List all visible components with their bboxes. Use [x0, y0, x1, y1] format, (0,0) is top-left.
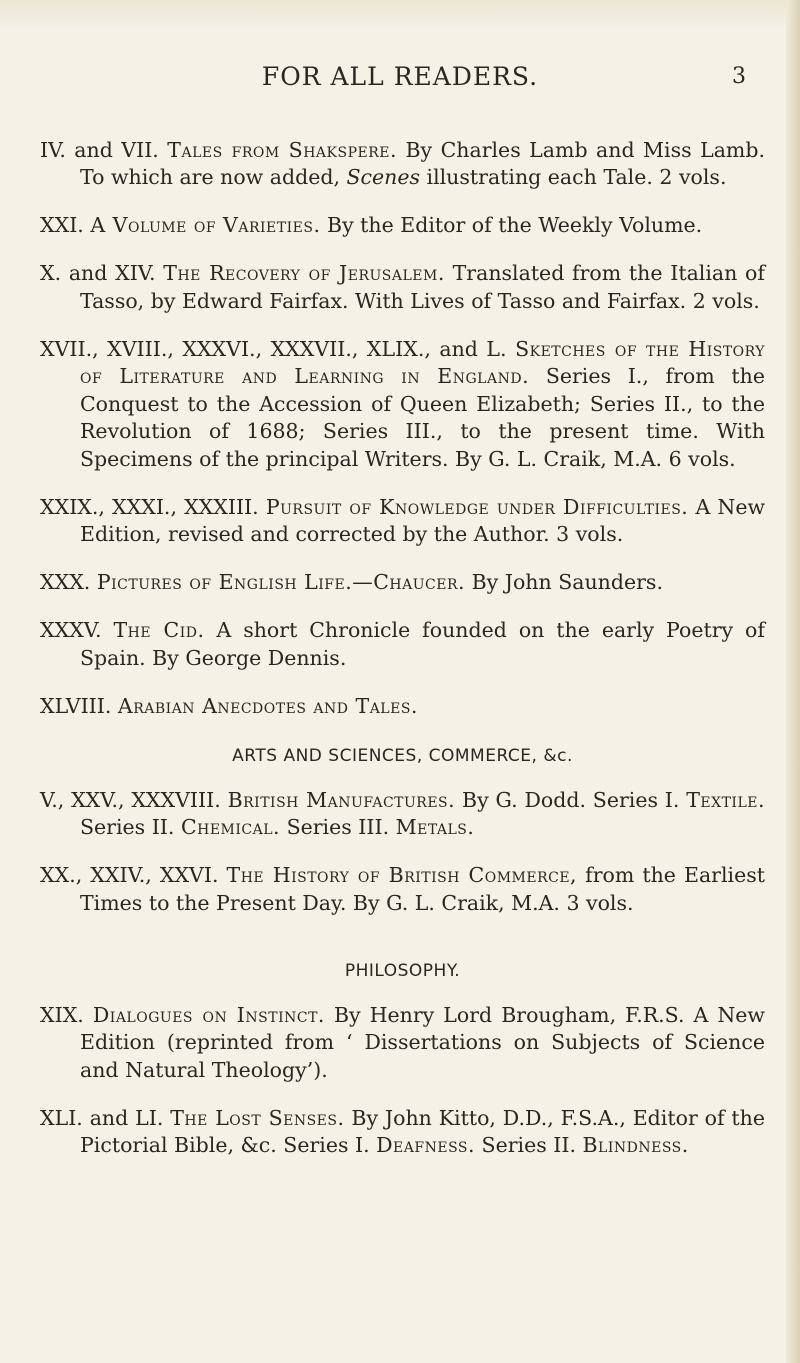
entry-title: Pursuit of Knowledge under Difficulties.: [265, 494, 689, 519]
volume-numbers: XLI. and LI.: [40, 1105, 164, 1130]
catalogue-entry: [40, 693, 765, 721]
section-heading-philosophy: PHILOSOPHY.: [344, 961, 461, 981]
catalogue-entry: [40, 260, 765, 315]
entry-description: By John Kitto, D.D., F.S.A., Editor of the Pictorial Bible, &c. Series I.: [80, 1105, 765, 1157]
catalogue-entry: [40, 787, 765, 842]
entry-title: The Lost Senses.: [170, 1105, 345, 1130]
entry-description: By the Editor of the Weekly Volume.: [327, 213, 703, 237]
catalogue-entry: [40, 569, 765, 597]
series-title: Chemical.: [180, 815, 281, 839]
entry-title: The Cid.: [113, 618, 205, 642]
volume-numbers: XIX.: [40, 1002, 84, 1027]
volume-numbers: XXX.: [40, 570, 91, 594]
entry-title: Arabian Anecdotes and Tales.: [117, 693, 418, 718]
series-title: Deafness.: [376, 1133, 476, 1157]
entry-description: Series II.: [475, 1133, 583, 1157]
catalogue-entry: [40, 862, 765, 917]
catalogue-entry: [40, 494, 765, 549]
volume-numbers: IV. and VII.: [40, 137, 159, 162]
catalogue-entry: [40, 617, 765, 672]
entry-description: Series I., from the Conquest to the Accession of Queen Elizabeth; Series II., to the Revolution of 1688; Series III., to the present time. With Specimens of the principal Writers. By G. L. Craik, M.A. 6 vols.: [80, 364, 765, 471]
entry-description: Series III.: [280, 815, 396, 839]
entry-title: Pictures of English Life.—Chaucer.: [96, 570, 466, 594]
entry-italic: Scenes: [346, 165, 420, 189]
catalogue-entry: [40, 336, 765, 474]
volume-numbers: XX., XXIV., XXVI.: [40, 863, 219, 887]
entry-description: By Charles Lamb and Miss Lamb. To which are now added,: [80, 137, 765, 189]
running-title: FOR ALL READERS.: [261, 62, 539, 91]
catalogue-list: [40, 116, 765, 1162]
series-title: Blindness.: [582, 1133, 689, 1157]
entry-description: By G. Dodd. Series I.: [462, 787, 687, 812]
volume-numbers: XXXV.: [40, 618, 102, 642]
entry-title: Dialogues on Instinct.: [92, 1002, 325, 1027]
entry-description: A short Chronicle founded on the early Poetry of Spain. By George Dennis.: [80, 618, 765, 670]
entry-description: By Henry Lord Brougham, F.R.S. A New Edition (reprinted from ‘ Dissertations on Subjects of Science and Natural Theology’).: [80, 1002, 765, 1082]
volume-numbers: XXIX., XXXI., XXXIII.: [40, 494, 259, 519]
series-title: Textile.: [686, 787, 765, 812]
entry-description: Translated from the Italian of Tasso, by Edward Fairfax. With Lives of Tasso and Fairfax. 2 vols.: [80, 261, 765, 313]
entry-title: A Volume of Varieties.: [90, 213, 321, 237]
entry-title: Sketches of the History of Literature and Learning in England.: [80, 336, 765, 388]
page-shadow: [0, 0, 800, 28]
page-number: 3: [732, 64, 746, 89]
volume-numbers: XLVIII.: [40, 693, 112, 718]
catalogue-entry: [40, 137, 765, 192]
page-header: [0, 62, 800, 98]
entry-title: The History of British Commerce,: [226, 863, 578, 887]
volume-numbers: XVII., XVIII., XXXVI., XXXVII., XLIX., and L.: [40, 336, 507, 361]
catalogue-entry: [40, 1002, 765, 1085]
section-heading-arts: ARTS AND SCIENCES, COMMERCE, &c.: [232, 746, 573, 766]
entry-description: By John Saunders.: [471, 570, 663, 594]
volume-numbers: V., XXV., XXXVIII.: [40, 787, 221, 812]
entry-description: A New Edition, revised and corrected by the Author. 3 vols.: [80, 494, 766, 546]
catalogue-entry: [40, 1105, 765, 1160]
entry-description: from the Earliest Times to the Present Day. By G. L. Craik, M.A. 3 vols.: [80, 863, 765, 915]
catalogue-entry: [40, 212, 765, 240]
entry-title: British Manufactures.: [227, 787, 456, 812]
volume-numbers: XXI.: [40, 213, 84, 237]
entry-description: illustrating each Tale. 2 vols.: [420, 165, 727, 189]
entry-title: Tales from Shakspere.: [167, 137, 398, 162]
series-title: Metals.: [395, 815, 475, 839]
entry-description: Series II.: [80, 815, 181, 839]
page-edge: [786, 0, 800, 1363]
volume-numbers: X. and XIV.: [40, 261, 156, 285]
entry-title: The Recovery of Jerusalem.: [163, 261, 445, 285]
